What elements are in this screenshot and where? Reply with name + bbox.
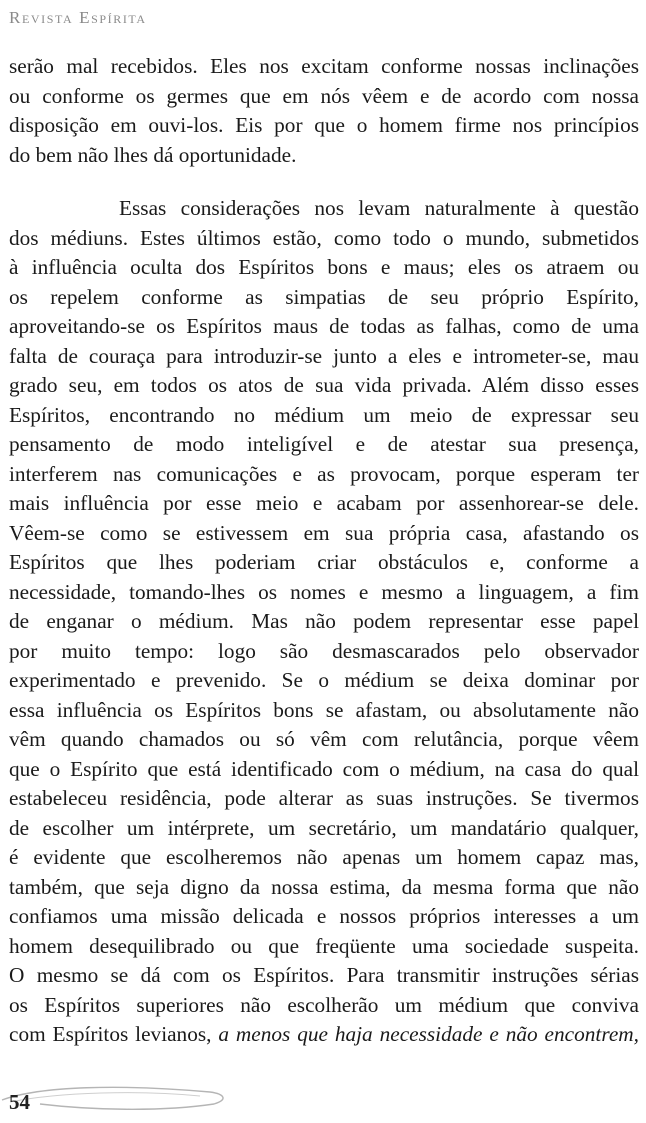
text-line: grado seu, em todos os atos de sua vida privada. Além disso esses xyxy=(9,373,639,397)
text-line: serão mal recebidos. Eles nos excitam conforme nossas inclinações xyxy=(9,54,639,78)
text-line: estabeleceu residência, pode alterar as suas instruções. Se tivermos xyxy=(9,786,639,810)
text-line: aproveitando-se os Espíritos maus de todas as falhas, como de uma xyxy=(9,314,639,338)
text-line: O mesmo se dá com os Espíritos. Para transmitir instruções sérias xyxy=(9,963,639,987)
text-line-final xyxy=(9,1020,639,1050)
text-line: do bem não lhes dá oportunidade. xyxy=(9,142,297,167)
text-line: mais influência por esse meio e acabam por assenhorear-se dele. xyxy=(9,491,639,515)
text-line: é evidente que escolheremos não apenas um homem capaz mas, xyxy=(9,845,639,869)
text-line: de enganar o médium. Mas não podem representar esse papel xyxy=(9,609,639,633)
page-swoosh-ornament xyxy=(0,1082,230,1112)
text-line: os repelem conforme as simpatias de seu próprio Espírito, xyxy=(9,284,639,309)
text-line: homem desequilibrado ou que freqüente uma sociedade suspeita. xyxy=(9,933,639,958)
page-number: 54 xyxy=(9,1090,30,1114)
text-line: ou conforme os germes que em nós vêem e de acordo com nossa xyxy=(9,83,639,108)
text-line: vêm quando chamados ou só vêm com relutância, porque vêem xyxy=(9,727,639,751)
text-line: Espíritos, encontrando no médium um meio de expressar seu xyxy=(9,402,639,427)
text-line-indented xyxy=(9,194,639,224)
text-line: interferem nas comunicações e as provocam, porque esperam ter xyxy=(9,461,639,486)
text-line: pensamento de modo inteligível e de atestar sua presença, xyxy=(9,432,639,456)
text-line: que o Espírito que está identificado com o médium, na casa do qual xyxy=(9,756,639,781)
running-header: Revista Espírita xyxy=(9,8,147,27)
paragraph-2 xyxy=(9,194,639,1050)
text-line: por muito tempo: logo são desmascarados pelo observador xyxy=(9,638,639,663)
text-line-content: Essas considerações nos levam naturalmente à questão xyxy=(119,196,639,220)
text-line: Espíritos que lhes poderiam criar obstáculos e, conforme a xyxy=(9,550,639,574)
text-line: à influência oculta dos Espíritos bons e maus; eles os atraem ou xyxy=(9,255,639,279)
text-line: experimentado e prevenido. Se o médium se deixa dominar por xyxy=(9,668,639,692)
text-line: também, que seja digno da nossa estima, da mesma forma que não xyxy=(9,874,639,899)
text-line: disposição em ouvi-los. Eis por que o homem firme nos princípios xyxy=(9,113,639,137)
paragraph-1 xyxy=(9,52,639,170)
text-italic: a menos que haja necessidade e não encontrem, xyxy=(218,1022,639,1046)
text-roman: com Espíritos levianos, xyxy=(9,1022,219,1046)
text-line: os Espíritos superiores não escolherão um médium que conviva xyxy=(9,992,639,1017)
text-line: dos médiuns. Estes últimos estão, como todo o mundo, submetidos xyxy=(9,225,639,250)
text-line: essa influência os Espíritos bons se afastam, ou absolutamente não xyxy=(9,697,639,722)
text-line: de escolher um intérprete, um secretário, um mandatário qualquer, xyxy=(9,815,639,840)
text-line: falta de couraça para introduzir-se junto a eles e intrometer-se, mau xyxy=(9,343,639,368)
text-line: Vêem-se como se estivessem em sua própria casa, afastando os xyxy=(9,520,639,545)
text-line: necessidade, tomando-lhes os nomes e mesmo a linguagem, a fim xyxy=(9,579,639,604)
text-line: confiamos uma missão delicada e nossos próprios interesses a um xyxy=(9,904,639,928)
